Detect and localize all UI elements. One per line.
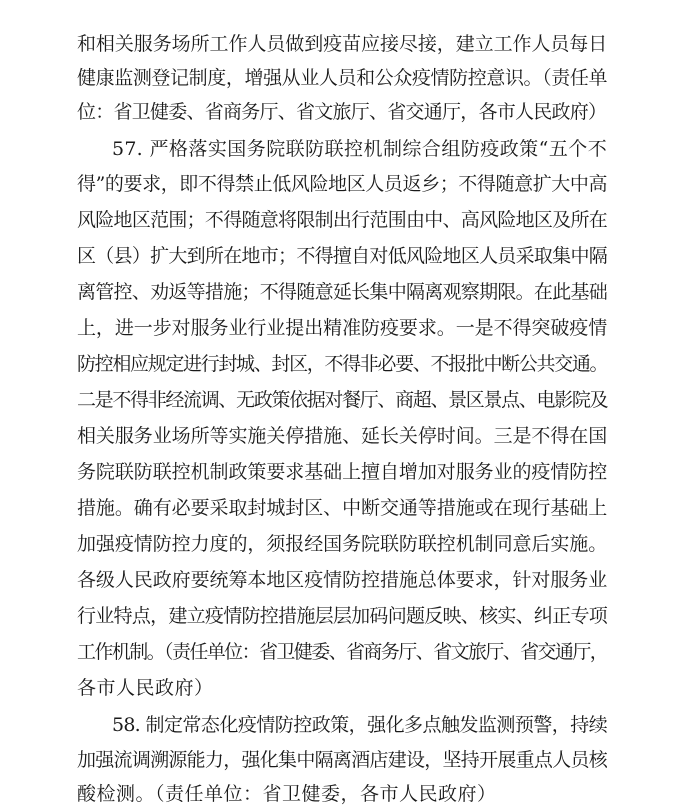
text-line: 位：省卫健委、省商务厅、省文旅厅、省交通厅，各市人民政府）: [77, 101, 607, 123]
text-line: 健康监测登记制度，增强从业人员和公众疫情防控意识。（责任单: [77, 67, 607, 89]
text-line: 离管控、劝返等措施；不得随意延长集中隔离观察期限。在此基础: [77, 281, 607, 303]
paragraph-58-start: 58. 制定常态化疫情防控政策，强化多点触发监测预警，持续: [112, 714, 607, 736]
text-line: 防控相应规定进行封城、封区，不得非必要、不报批中断公共交通。: [77, 353, 607, 375]
paragraph-57-start: 57. 严格落实国务院联防联控机制综合组防疫政策“五个不: [112, 138, 607, 160]
text-line: 风险地区范围；不得随意将限制出行范围由中、高风险地区及所在: [77, 209, 607, 231]
text-line: 工作机制。（责任单位：省卫健委、省商务厅、省文旅厅、省交通厅，: [77, 641, 607, 663]
text-line: 行业特点，建立疫情防控措施层层加码问题反映、核实、纠正专项: [77, 605, 607, 627]
text-line: 相关服务业场所等实施关停措施、延长关停时间。三是不得在国: [77, 425, 607, 447]
text-line: 措施。确有必要采取封城封区、中断交通等措施或在现行基础上: [77, 497, 607, 519]
text-line: 加强疫情防控力度的，须报经国务院联防联控机制同意后实施。: [77, 533, 607, 555]
text-line: 各级人民政府要统筹本地区疫情防控措施总体要求，针对服务业: [77, 569, 607, 591]
text-line: 得”的要求，即不得禁止低风险地区人员返乡；不得随意扩大中高: [77, 173, 607, 195]
text-line: 各市人民政府）: [77, 677, 214, 699]
text-line: 加强流调溯源能力，强化集中隔离酒店建设，坚持开展重点人员核: [77, 749, 607, 771]
text-line: 区（县）扩大到所在地市；不得擅自对低风险地区人员采取集中隔: [77, 245, 607, 267]
text-line: 务院联防联控机制政策要求基础上擅自增加对服务业的疫情防控: [77, 461, 607, 483]
text-line: 和相关服务场所工作人员做到疫苗应接尽接，建立工作人员每日: [77, 33, 607, 55]
text-line: 酸检测。（责任单位：省卫健委，各市人民政府）: [77, 783, 497, 805]
text-line: 二是不得非经流调、无政策依据对餐厅、商超、景区景点、电影院及: [77, 389, 607, 411]
text-line: 上，进一步对服务业行业提出精准防疫要求。一是不得突破疫情: [77, 317, 607, 339]
